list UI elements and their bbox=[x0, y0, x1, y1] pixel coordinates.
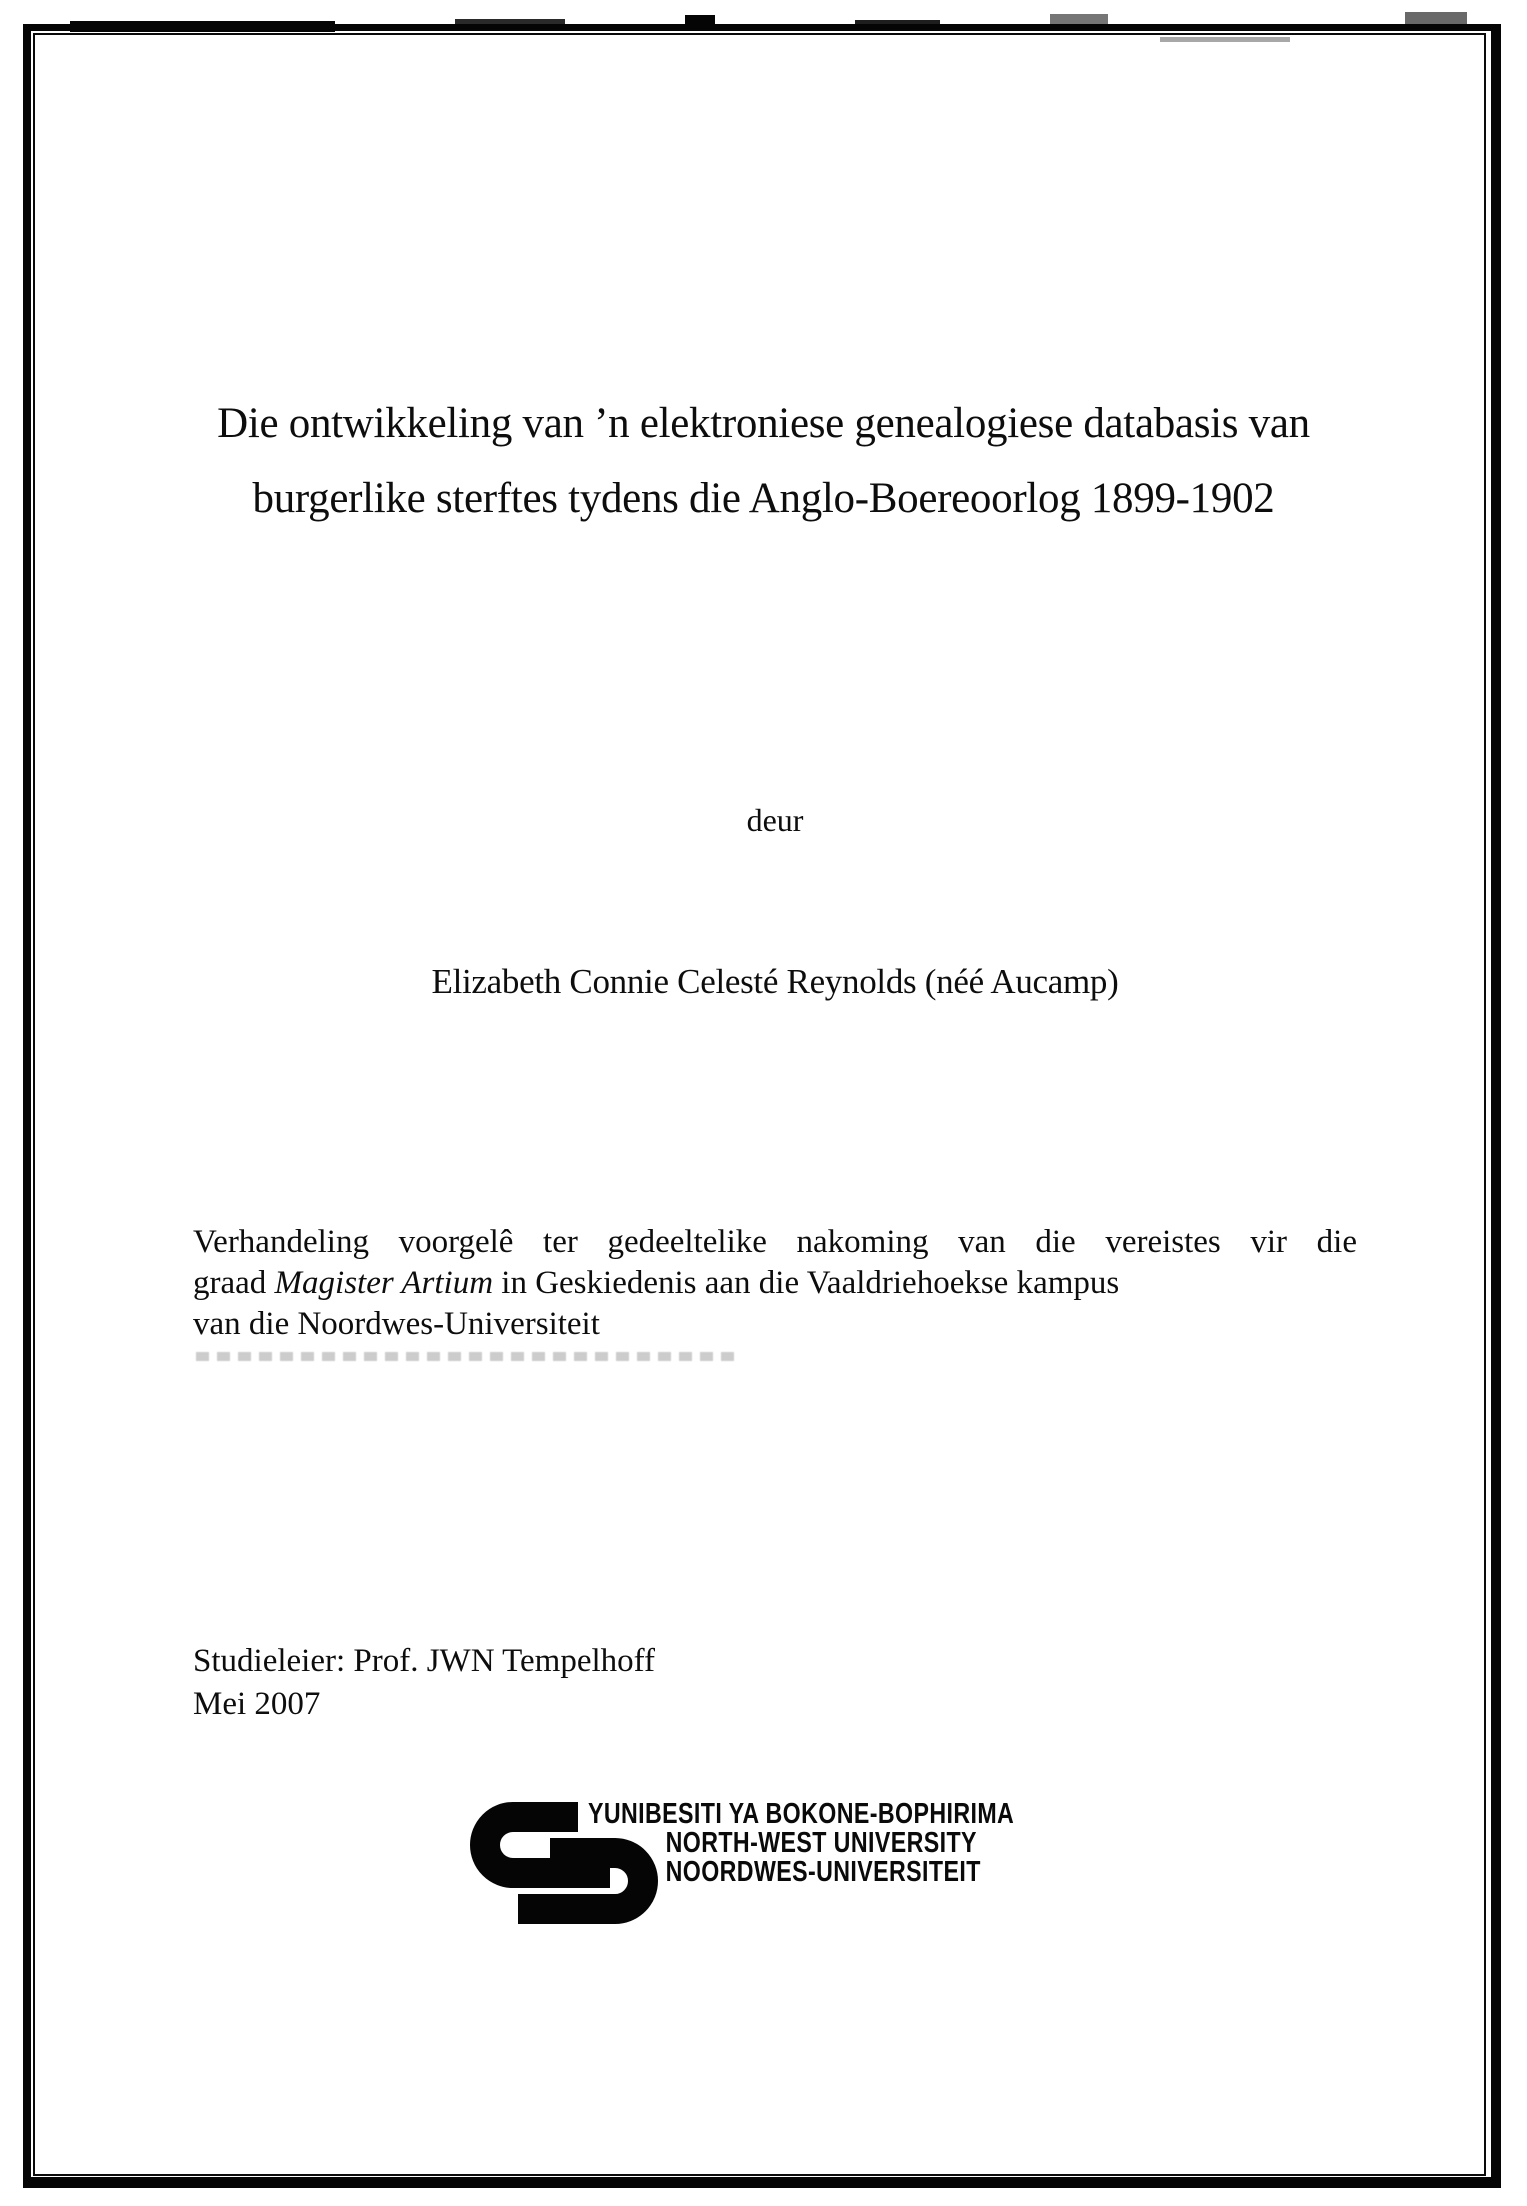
logotype-line2: NORTH-WEST UNIVERSITY bbox=[665, 1827, 977, 1859]
logotype-line3: NOORDWES-UNIVERSITEIT bbox=[665, 1856, 981, 1888]
author-name: Elizabeth Connie Celesté Reynolds (néé Aucamp) bbox=[431, 962, 1119, 1001]
thesis-title-line1: Die ontwikkeling van ’n elektroniese genealogiese databasis van bbox=[217, 400, 1310, 447]
statement-line2-suffix: in Geskiedenis aan die Vaaldriehoekse kampus bbox=[493, 1265, 1120, 1301]
degree-name: Magister Artium bbox=[274, 1265, 494, 1301]
thesis-title-line2: burgerlike sterftes tydens die Anglo-Boereoorlog 1899-1902 bbox=[252, 475, 1275, 522]
scan-noise-artifact bbox=[1050, 14, 1108, 24]
scan-noise-artifact bbox=[1405, 12, 1467, 24]
statement-line1: Verhandeling voorgelê ter gedeeltelike nakoming van die vereistes vir die bbox=[193, 1224, 1357, 1260]
submission-statement bbox=[193, 1222, 1357, 1345]
date-line: Mei 2007 bbox=[193, 1686, 321, 1722]
byline-word: deur bbox=[746, 802, 804, 838]
supervisor-line: Studieleier: Prof. JWN Tempelhoff bbox=[193, 1643, 656, 1679]
statement-line2 bbox=[193, 1263, 1357, 1304]
statement-line3: van die Noordwes-Universiteit bbox=[193, 1306, 600, 1342]
supervisor-block bbox=[193, 1640, 1093, 1726]
statement-line2-prefix: graad bbox=[193, 1265, 275, 1301]
logotype-line1: YUNIBESITI YA BOKONE-BOPHIRIMA bbox=[588, 1798, 1015, 1830]
university-logotype bbox=[588, 1800, 1014, 1887]
scan-bleed-artifact bbox=[196, 1352, 741, 1361]
thesis-title bbox=[160, 386, 1367, 536]
